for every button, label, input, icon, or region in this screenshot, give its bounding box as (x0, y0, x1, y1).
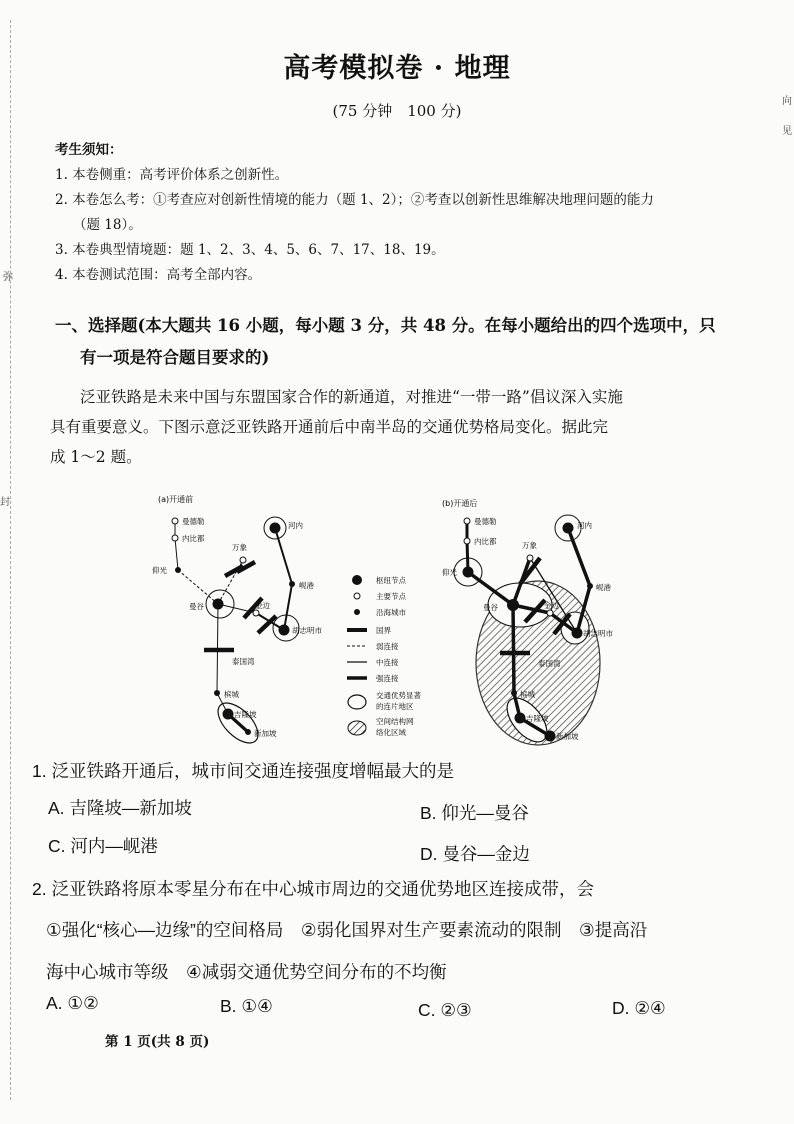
passage-line-3: 成 1～2 题。 (50, 448, 142, 466)
passage-line-1: 泛亚铁路是未来中国与东盟国家合作的新通道，对推进“一带一路”倡议深入实施 (80, 388, 623, 406)
legend-main: 主要节点 (376, 592, 406, 601)
label-bangkok-a: 曼谷 (189, 602, 204, 611)
panel-a-before (152, 494, 322, 750)
legend-advantage-2: 的连片地区 (376, 702, 414, 711)
legend-medium: 中连接 (376, 658, 399, 667)
label-kl-a: 吉隆坡 (234, 710, 257, 719)
notes-item: 3. 本卷典型情境题：题 1、2、3、4、5、6、7、17、18、19。 (55, 242, 445, 258)
legend-weak: 弱连接 (376, 642, 399, 651)
label-gulf-a: 泰国湾 (232, 657, 255, 666)
label-phnompenh-b: 金边 (544, 601, 559, 610)
legend-strong: 强连接 (376, 674, 399, 683)
legend-border: 国界 (376, 626, 391, 635)
passage (50, 382, 740, 472)
notes-item: 4. 本卷测试范围：高考全部内容。 (55, 267, 262, 283)
label-yangon-b: 仰光 (442, 568, 457, 577)
label-vientiane-b: 万象 (522, 541, 537, 550)
passage-line-2: 具有重要意义。下图示意泛亚铁路开通前后中南半岛的交通优势格局变化。据此完 (50, 418, 609, 436)
q2-option-d[interactable]: D. ②④ (612, 998, 666, 1018)
label-bangkok-b: 曼谷 (483, 603, 498, 612)
label-hanoi-b: 河内 (577, 521, 592, 530)
notes-item: 1. 本卷侧重：高考评价体系之创新性。 (55, 167, 289, 183)
binding-line (10, 20, 11, 1100)
label-phnompenh-a: 金边 (255, 601, 270, 610)
margin-mark-2: 封 (0, 497, 10, 508)
page-footer: 第 1 页(共 8 页) (105, 1034, 210, 1050)
label-hanoi-a: 河内 (288, 521, 303, 530)
q2-option-c[interactable]: C. ②③ (418, 1000, 472, 1020)
transport-map-figure (140, 488, 640, 750)
q2-option-b[interactable]: B. ①④ (220, 996, 273, 1016)
page-subtitle: (75 分钟 100 分) (332, 102, 462, 120)
label-naypyidaw-b: 内比都 (474, 537, 497, 546)
label-hcmc-a: 胡志明市 (292, 626, 322, 635)
q1-option-d[interactable]: D. 曼谷—金边 (420, 844, 530, 864)
label-danang-a: 岘港 (299, 581, 314, 590)
exam-notes (55, 138, 745, 288)
q1-option-b[interactable]: B. 仰光—曼谷 (420, 803, 529, 823)
legend-network-1: 空间结构网 (376, 717, 414, 726)
q1-option-c[interactable]: C. 河内—岘港 (48, 836, 158, 856)
section-heading (55, 310, 745, 374)
panel-b-after (442, 498, 613, 749)
label-gulf-b: 泰国湾 (538, 659, 561, 668)
q1-stem: 1. 泛亚铁路开通后，城市间交通连接强度增幅最大的是 (32, 761, 454, 781)
label-penang-a: 槟城 (224, 690, 239, 699)
q2-statements-2: 海中心城市等级 ④减弱交通优势空间分布的不均衡 (46, 962, 447, 982)
label-yangon-a: 仰光 (152, 566, 167, 575)
label-singapore-b: 新加坡 (556, 732, 579, 741)
q1-option-a[interactable]: A. 吉隆坡—新加坡 (48, 798, 192, 818)
panel-a-title: (a)开通前 (158, 495, 194, 504)
q2-stem: 2. 泛亚铁路将原本零星分布在中心城市周边的交通优势地区连接成带，会 (32, 879, 594, 899)
label-naypyidaw-a: 内比都 (182, 534, 205, 543)
label-singapore-a: 新加坡 (254, 729, 277, 738)
section-line-2: 有一项是符合题目要求的) (80, 348, 270, 367)
notes-heading: 考生须知： (55, 142, 123, 158)
margin-mark-3: 向 (782, 96, 792, 107)
legend-coastal: 沿海城市 (376, 608, 406, 617)
q2-option-a[interactable]: A. ①② (46, 993, 99, 1013)
notes-item: （题 18）。 (73, 217, 142, 233)
label-mandalay-a: 曼德勒 (182, 517, 205, 526)
label-hcmc-b: 胡志明市 (583, 629, 613, 638)
label-kl-b: 吉隆坡 (526, 714, 549, 723)
margin-mark-4: 见 (782, 126, 792, 137)
margin-mark-1: 弥 (3, 272, 13, 283)
label-penang-b: 槟城 (520, 690, 535, 699)
label-vientiane-a: 万象 (232, 543, 247, 552)
section-line-1: 一、选择题(本大题共 16 小题，每小题 3 分，共 48 分。在每小题给出的四个选项中，只 (55, 316, 716, 335)
label-danang-b: 岘港 (596, 583, 611, 592)
q2-statements-1: ①强化“核心—边缘”的空间格局 ②弱化国界对生产要素流动的限制 ③提高沿 (46, 920, 648, 940)
page-title: 高考模拟卷 · 地理 (283, 53, 511, 84)
label-mandalay-b: 曼德勒 (474, 517, 497, 526)
panel-b-title: (b)开通后 (442, 499, 478, 508)
legend-advantage-1: 交通优势显著 (376, 691, 421, 700)
legend-hub: 枢纽节点 (376, 576, 406, 585)
legend-network-2: 络化区域 (376, 728, 406, 737)
map-legend (347, 575, 421, 737)
notes-item: 2. 本卷怎么考：①考查应对创新性情境的能力（题 1、2）；②考查以创新性思维解决地理问题的能力 (55, 192, 654, 208)
